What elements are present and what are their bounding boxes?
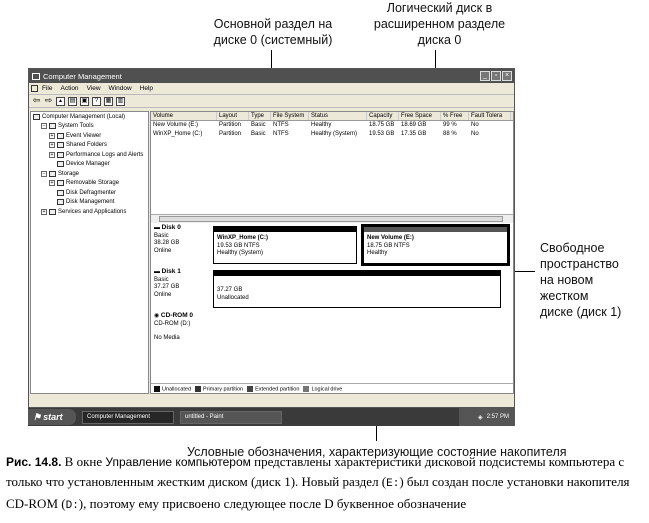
legend <box>151 383 513 394</box>
scrollbar-thumb[interactable] <box>159 216 503 222</box>
table-cell: Basic <box>251 131 266 137</box>
caption-text: ) был создан после установки накопителя CD-ROM ( <box>6 474 630 511</box>
disk-size: 37.27 GB <box>154 284 180 290</box>
menu-help[interactable]: Help <box>139 85 154 92</box>
partition-size: 19.53 GB NTFS <box>217 242 260 249</box>
tree-node-icon <box>49 171 56 177</box>
partition-bar <box>214 271 500 276</box>
volume-list-header <box>151 112 513 121</box>
properties-icon[interactable]: ▣ <box>81 97 88 104</box>
tree-node-icon <box>57 180 64 186</box>
tree-node-label: Removable Storage <box>66 180 120 187</box>
disk-name: Disk 0 <box>161 224 181 231</box>
volume-name-cell: New Volume (E:) <box>153 122 199 128</box>
callout-line: жестком <box>540 289 589 303</box>
expand-icon[interactable]: + <box>42 208 46 215</box>
system-tray <box>459 408 515 426</box>
table-row[interactable] <box>151 121 513 130</box>
tree-node-label: Disk Defragmenter <box>66 189 117 196</box>
tree-node-label: Performance Logs and Alerts <box>66 151 144 158</box>
close-button[interactable]: × <box>502 71 512 81</box>
tree-node[interactable] <box>31 150 148 160</box>
up-folder-icon[interactable]: ▴ <box>56 97 65 106</box>
partition-e[interactable] <box>363 226 508 264</box>
partition-bar <box>364 227 507 232</box>
minimize-button[interactable]: _ <box>480 71 490 81</box>
disk-0-row <box>151 224 513 268</box>
collapse-icon[interactable]: − <box>42 123 46 130</box>
title-bar <box>29 69 514 83</box>
column-header[interactable]: % Free <box>441 112 469 120</box>
volume-name-cell: WinXP_Home (C:) <box>153 131 203 137</box>
partition-bar <box>214 227 356 232</box>
tree-node-label: Computer Management (Local) <box>42 113 126 120</box>
caption-app-name: Управление компьютером <box>105 455 251 469</box>
callout-line: Свободное <box>540 241 605 255</box>
tree-node-label: System Tools <box>58 123 94 130</box>
figure-caption <box>6 452 646 516</box>
forward-arrow-icon[interactable]: ⇨ <box>44 94 53 105</box>
tree-node-label: Services and Applications <box>58 208 127 215</box>
tree-node-icon <box>57 190 64 196</box>
help-icon[interactable]: ? <box>92 97 101 106</box>
tree-node-label: Disk Management <box>66 199 115 206</box>
windows-logo-icon: ⚑ <box>33 411 42 422</box>
disk-icon: ▬ <box>154 225 162 231</box>
column-header[interactable]: Status <box>309 112 367 120</box>
maximize-button[interactable]: ▫ <box>491 71 501 81</box>
column-header[interactable]: Capacity <box>367 112 399 120</box>
horizontal-scrollbar[interactable] <box>151 214 513 223</box>
table-cell: No <box>471 122 479 128</box>
disk-1-row <box>151 268 513 312</box>
callout-free-space <box>540 240 640 320</box>
menu-file[interactable]: File <box>42 85 53 92</box>
partition-status: Healthy <box>367 250 388 256</box>
callout-legend: Условные обозначения, характеризующие состояние накопителя <box>187 445 567 459</box>
tree-node[interactable] <box>31 122 148 132</box>
legend-unallocated: Unallocated <box>154 386 191 392</box>
legend-primary: Primary partition <box>195 386 243 392</box>
table-row[interactable] <box>151 130 513 139</box>
table-cell: No <box>471 131 479 137</box>
caption-drive: E: <box>386 478 400 490</box>
disk-state: Online <box>154 247 172 254</box>
callout-logical-drive <box>372 0 507 48</box>
caption-text: В окне <box>61 454 106 469</box>
menu-window[interactable]: Window <box>108 85 132 92</box>
tree-node-label: Event Viewer <box>66 132 102 139</box>
table-cell: NTFS <box>273 122 289 128</box>
disk-icon: ▬ <box>154 269 162 275</box>
partition-status: Healthy (System) <box>217 250 264 256</box>
tree-node[interactable] <box>31 179 148 189</box>
tree-node[interactable] <box>31 131 148 141</box>
tree-node-icon <box>33 114 40 120</box>
column-header[interactable]: Free Space <box>399 112 441 120</box>
tree-node-label: Shared Folders <box>66 142 108 149</box>
callout-line: пространство <box>540 257 619 271</box>
show-tree-icon[interactable]: ▤ <box>69 97 76 104</box>
table-cell: Healthy <box>311 122 332 128</box>
cdrom-label[interactable] <box>154 312 234 343</box>
caption-text: ), поэтому ему присвоено следующее после D буквенное обозначение <box>78 496 467 511</box>
table-cell: NTFS <box>273 131 289 137</box>
tree-node[interactable] <box>31 188 148 198</box>
cdrom-media: No Media <box>154 335 180 341</box>
tree-node[interactable] <box>31 198 148 208</box>
disk-1-label[interactable] <box>154 268 210 299</box>
network-icon[interactable]: ◈ <box>478 414 483 421</box>
cdrom-name: CD-ROM 0 <box>160 312 194 319</box>
callout-line: на новом <box>540 273 594 287</box>
start-button[interactable]: ⚑ start <box>28 409 76 425</box>
console-tree <box>30 111 149 394</box>
callout-line: расширенном разделе <box>373 17 506 31</box>
window-title: Computer Management <box>43 71 122 81</box>
toolbar <box>29 95 514 108</box>
tree-node-icon <box>49 123 56 129</box>
callout-line: диске (диск 1) <box>540 305 622 319</box>
caption-text: представлены характеристики дисковой подсистемы компьютера с только что установленным жестким диском (диск 1). Новый раздел ( <box>6 454 625 489</box>
table-cell: Basic <box>251 122 266 128</box>
caption-drive: D: <box>65 500 79 512</box>
tree-node[interactable] <box>31 169 148 179</box>
disk-management-pane <box>150 111 514 394</box>
cdrom-row <box>151 312 513 352</box>
volume-list <box>151 112 513 214</box>
partition-size: 18.75 GB NTFS <box>367 242 410 249</box>
caption-label: Рис. 14.8. <box>6 455 62 469</box>
back-arrow-icon[interactable]: ⇦ <box>32 94 41 105</box>
callout-line: Основной раздел на <box>213 17 333 31</box>
column-header[interactable]: Layout <box>217 112 249 120</box>
tree-node-icon <box>57 142 64 148</box>
callout-line: диска 0 <box>417 33 462 47</box>
disk-0-label[interactable] <box>154 224 210 255</box>
collapse-icon[interactable]: − <box>42 170 46 177</box>
disk-kind: Basic <box>154 276 169 283</box>
taskbar <box>28 408 515 426</box>
legend-logical: Logical drive <box>303 386 342 392</box>
disk-view-icon[interactable]: ▥ <box>117 97 124 104</box>
disk-graphical-view <box>151 224 513 382</box>
expand-icon[interactable]: + <box>50 142 54 149</box>
callout-line: диске 0 (системный) <box>213 33 333 47</box>
menu-view[interactable]: View <box>86 85 101 92</box>
tree-node-icon <box>57 161 64 167</box>
tree-node-icon <box>57 199 64 205</box>
table-cell: Partition <box>219 122 242 128</box>
tree-node[interactable] <box>31 141 148 151</box>
column-header[interactable]: Volume <box>151 112 217 120</box>
tree-node-label: Storage <box>58 170 80 177</box>
disk-size: 38.28 GB <box>154 240 180 246</box>
tree-node-icon <box>57 152 64 158</box>
partition-name: New Volume (E:) <box>367 235 414 241</box>
partition-c[interactable] <box>213 226 357 264</box>
table-cell: 19.53 GB <box>369 131 395 137</box>
table-cell: 99 % <box>443 122 457 128</box>
tree-node-label: Device Manager <box>66 161 110 168</box>
disk-state: Online <box>154 291 172 298</box>
table-cell: Partition <box>219 131 242 137</box>
expand-icon[interactable]: + <box>50 180 54 187</box>
tree-node[interactable] <box>31 112 148 122</box>
tree-node-icon <box>57 133 64 139</box>
app-icon <box>32 73 40 80</box>
taskbar-app-computer-management[interactable]: Computer Management <box>82 411 174 424</box>
disk-name: Disk 1 <box>161 268 181 275</box>
clock[interactable]: 2:57 PM <box>486 414 509 420</box>
partition-name: WinXP_Home (C:) <box>217 235 268 241</box>
legend-extended: Extended partition <box>247 386 299 392</box>
taskbar-app-paint[interactable]: untitled - Paint <box>180 411 282 424</box>
table-cell: 18.75 GB <box>369 122 395 128</box>
table-cell: 88 % <box>443 131 457 137</box>
partition-size: 37.27 GB <box>217 287 243 293</box>
tree-node-icon <box>49 209 56 215</box>
unallocated-space[interactable] <box>213 270 501 308</box>
menu-action[interactable]: Action <box>60 85 79 92</box>
callout-system-partition <box>208 16 338 48</box>
callout-line: Логический диск в <box>386 1 493 15</box>
system-menu-icon[interactable] <box>31 85 38 92</box>
cdrom-icon: ◉ <box>154 313 161 319</box>
expand-icon[interactable]: + <box>50 151 54 158</box>
tree-node[interactable] <box>31 207 148 217</box>
table-cell: 18.69 GB <box>401 122 427 128</box>
menu-bar <box>29 83 514 95</box>
disk-kind: Basic <box>154 232 169 239</box>
cdrom-drive: CD-ROM (D:) <box>154 320 191 327</box>
column-header[interactable]: File System <box>271 112 309 120</box>
column-header[interactable]: Fault Tolera <box>469 112 511 120</box>
table-cell: 17.35 GB <box>401 131 427 137</box>
expand-icon[interactable]: + <box>50 132 54 139</box>
column-header[interactable]: Type <box>249 112 271 120</box>
computer-management-window <box>28 68 515 408</box>
tree-node[interactable] <box>31 160 148 170</box>
partition-status: Unallocated <box>217 294 249 301</box>
table-cell: Healthy (System) <box>311 131 358 137</box>
disk-icon[interactable]: ▦ <box>105 97 112 104</box>
